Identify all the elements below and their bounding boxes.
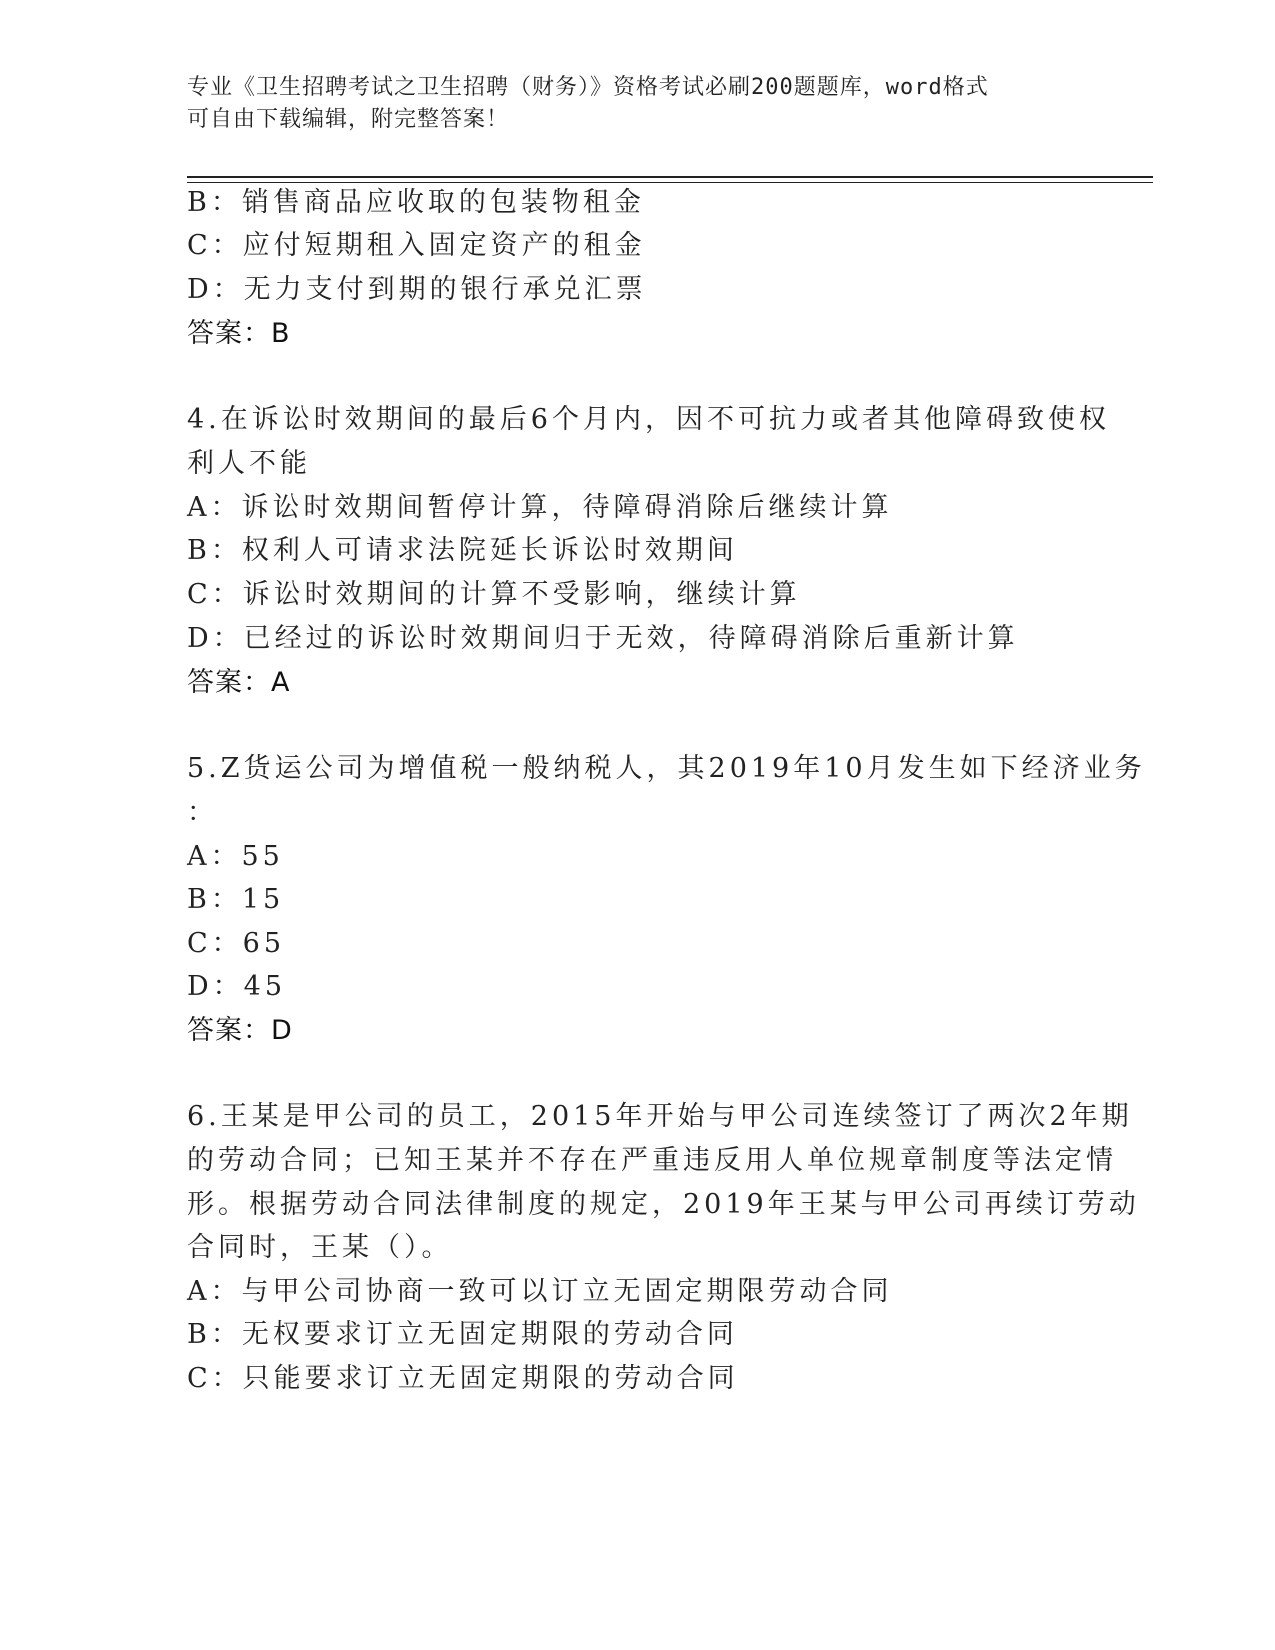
q5-stem-line-1: 5.Z货运公司为增值税一般纳税人，其2019年10月发生如下经济业务: [187, 753, 1146, 784]
q4-option-a: A：诉讼时效期间暂停计算，待障碍消除后继续计算: [187, 492, 893, 523]
q4-option-d: D：已经过的诉讼时效期间归于无效，待障碍消除后重新计算: [187, 623, 1019, 654]
q4-stem-line-1: 4.在诉讼时效期间的最后6个月内，因不可抗力或者其他障碍致使权: [187, 404, 1110, 435]
q5-answer: 答案：D: [187, 1015, 293, 1046]
q6-option-c: C：只能要求订立无固定期限的劳动合同: [187, 1363, 739, 1394]
header-divider-thick: [187, 176, 1153, 178]
q6-stem-line-3: 形。根据劳动合同法律制度的规定，2019年王某与甲公司再续订劳动: [187, 1189, 1140, 1220]
q6-option-b: B：无权要求订立无固定期限的劳动合同: [187, 1319, 738, 1350]
q4-option-b: B：权利人可请求法院延长诉讼时效期间: [187, 535, 738, 566]
q5-option-b: B：15: [187, 884, 285, 915]
q3-answer: 答案：B: [187, 318, 291, 349]
q3-option-d: D：无力支付到期的银行承兑汇票: [187, 274, 647, 305]
q5-option-a: A：55: [187, 841, 284, 872]
q6-option-a: A：与甲公司协商一致可以订立无固定期限劳动合同: [187, 1276, 893, 1307]
q5-option-d: D：45: [187, 971, 287, 1002]
q3-option-c: C：应付短期租入固定资产的租金: [187, 230, 646, 261]
q5-option-c: C：65: [187, 928, 286, 959]
header-title-line-2: 可自由下载编辑，附完整答案！: [187, 107, 510, 132]
q4-answer: 答案：A: [187, 667, 291, 698]
q5-stem-line-2: ：: [187, 797, 218, 828]
q6-stem-line-1: 6.王某是甲公司的员工，2015年开始与甲公司连续签订了两次2年期: [187, 1101, 1133, 1132]
q6-stem-line-2: 的劳动合同；已知王某并不存在严重违反用人单位规章制度等法定情: [187, 1145, 1117, 1176]
page-header: [187, 72, 1087, 136]
header-title-line-1: 专业《卫生招聘考试之卫生招聘（财务）》资格考试必刷200题题库，word格式: [187, 75, 989, 100]
q3-option-b: B：销售商品应收取的包装物租金: [187, 187, 645, 218]
q6-stem-line-4: 合同时，王某（）。: [187, 1232, 453, 1263]
q4-stem-line-2: 利人不能: [187, 448, 311, 479]
q4-option-c: C：诉讼时效期间的计算不受影响，继续计算: [187, 579, 801, 610]
